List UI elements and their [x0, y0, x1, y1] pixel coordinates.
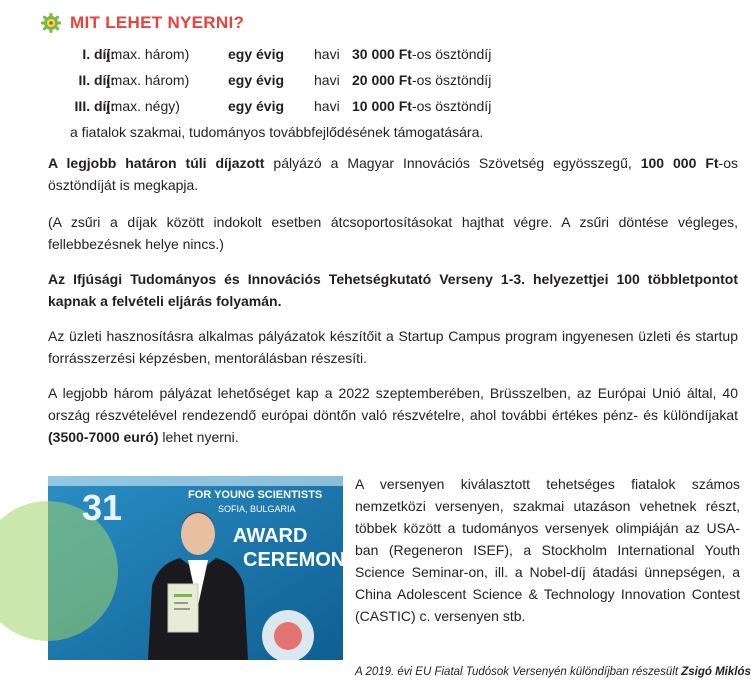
- prize-amount: 10 000 Ft: [352, 98, 412, 114]
- jury-note: (A zsűri a díjak között indokolt esetben átcsoportosításokat hajthat végre. A zsűri döntése végleges, fellebbezésnek helye nincs.): [48, 214, 738, 252]
- prize-amount-wrap: [352, 96, 491, 116]
- prize-amount: 20 000 Ft: [352, 72, 412, 88]
- banner-line2: SOFIA, BULGARIA: [218, 504, 296, 514]
- prize-havi: havi: [314, 46, 340, 62]
- banner-line1: FOR YOUNG SCIENTISTS: [188, 489, 323, 501]
- prizes-note: a fiatalok szakmai, tudományos továbbfejlődésének támogatására.: [70, 124, 484, 140]
- prize-amount-wrap: [352, 44, 491, 64]
- banner-word2: CEREMONY: [243, 549, 359, 571]
- section-heading: [40, 10, 244, 36]
- banner-number: 31: [82, 487, 123, 528]
- award-photo-image: [48, 476, 359, 660]
- photo-caption: [355, 666, 751, 678]
- border-prize-paragraph: [48, 152, 738, 196]
- startup-paragraph: Az üzleti hasznosításra alkalmas pályázatok készítőit a Startup Campus program ingyenesen üzleti és startup forrásszerzési képzésben, mentorálásban részesíti.: [48, 328, 738, 366]
- prize-havi: havi: [314, 72, 340, 88]
- prize-amount: 30 000 Ft: [352, 46, 412, 62]
- prize-max: (max. három): [106, 72, 190, 88]
- bonus-points-paragraph: Az Ifjúsági Tudományos és Innovációs Tehetségkutató Verseny 1-3. helyezettjei 100 többletpontot kapnak a felvételi eljárás folyamán.: [48, 271, 738, 309]
- eu-final-paragraph: [48, 382, 738, 448]
- border-prize-amount: 100 000 Ft: [640, 155, 719, 171]
- prize-suffix: -os ösztöndíj: [411, 98, 492, 114]
- caption-text: A 2019. évi EU Fiatal Tudósok Versenyén különdíjban részesült: [355, 666, 679, 678]
- prize-suffix: -os ösztöndíj: [411, 72, 492, 88]
- prize-havi: havi: [314, 98, 340, 114]
- international-competitions-text: A versenyen kiválasztott tehetséges fiatalok számos nemzetközi versenyen, szakmai utazáson vehetnek részt, többek között a tudományos versenyek olimpiáján az USA-ban (Regeneron ISEF), a Stockholm International Youth Science Seminar-on, ill. a Nobel-díj átadási ünnepségen, a China Adolescent Science & Technology Innovation Contest (CASTIC) c. versenyen stb.: [355, 476, 740, 624]
- prize-amount-wrap: [352, 70, 491, 90]
- eu-final-text: A legjobb három pályázat lehetőséget kap a 2022 szeptemberében, Brüsszelben, az Európai Unió által, 40 ország részvételével rendezendő európai döntőn való részvételre, ahol további értékes pénz- és különdíjakat: [48, 385, 738, 423]
- caption-name: Zsigó Miklós: [681, 666, 751, 678]
- prize-max: (max. négy): [106, 98, 180, 114]
- border-prize-lead: A legjobb határon túli díjazott: [48, 155, 265, 171]
- award-photo: [48, 476, 359, 660]
- prize-duration: egy évig: [228, 46, 285, 62]
- prize-rank: III. díj:: [74, 98, 115, 114]
- prize-rank: II. díj:: [78, 72, 115, 88]
- prize-duration: egy évig: [228, 98, 285, 114]
- prize-max: (max. három): [106, 46, 190, 62]
- prize-duration: egy évig: [228, 72, 285, 88]
- prize-suffix: -os ösztöndíj: [411, 46, 492, 62]
- gear-icon: [40, 12, 62, 34]
- eu-final-rest: lehet nyerni.: [158, 429, 239, 445]
- section-title: MIT LEHET NYERNI?: [70, 13, 245, 32]
- border-prize-text: pályázó a Magyar Innovációs Szövetség egyösszegű,: [264, 155, 641, 171]
- banner-word1: AWARD: [233, 525, 308, 547]
- prize-rank: I. díj:: [82, 46, 115, 62]
- eu-final-amount: (3500-7000 euró): [48, 429, 159, 445]
- border-prize-rest: -os ösztöndíját is megkapja.: [48, 155, 738, 193]
